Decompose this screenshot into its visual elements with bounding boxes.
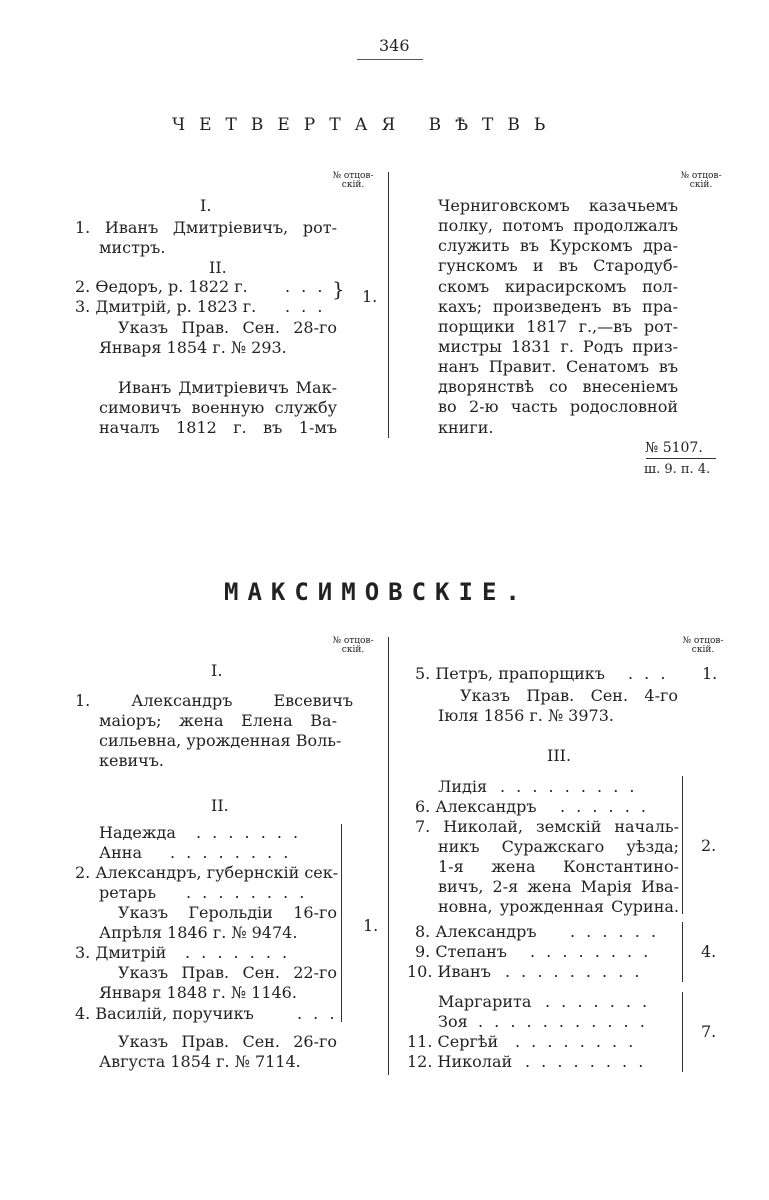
page-number: 346 xyxy=(379,36,410,55)
list-item: Указъ Прав. Сен. 22-го xyxy=(118,963,337,982)
leader-dots: . . . . . . . . xyxy=(186,883,308,902)
bio-line: Черниговскомъ казачьемъ xyxy=(438,196,678,215)
bio-line: дворянствѣ со внесеніемъ xyxy=(438,377,678,396)
col-header-right-2: № отцов- скій. xyxy=(682,636,724,655)
ref-rule xyxy=(646,458,716,459)
list-item: Указъ Герольдіи 16-го xyxy=(118,903,337,922)
col-header-left-2: № отцов- скій. xyxy=(332,636,374,655)
leader-dots: . . . . . . . . xyxy=(170,843,292,862)
bracket-line xyxy=(341,824,342,1022)
list-item: 12. Николай xyxy=(407,1052,513,1071)
entry-line: мистръ. xyxy=(99,238,166,257)
leader-dots: . . . . . . . . . . . xyxy=(478,1012,648,1031)
father-number: 1. xyxy=(362,287,378,306)
list-item: Зоя xyxy=(438,1012,468,1031)
gen-heading: I. xyxy=(211,661,223,680)
bio-line: книги. xyxy=(438,418,494,437)
leader-dots: . . . . . . . . . xyxy=(505,962,643,981)
list-item: Лидія xyxy=(438,777,488,796)
father-number: 1. xyxy=(363,916,379,935)
father-number: 7. xyxy=(701,1022,717,1041)
ukaz-line: Указъ Прав. Сен. 26-го xyxy=(118,1032,337,1051)
list-item: 6. Александръ xyxy=(415,797,537,816)
father-number: 4. xyxy=(701,942,717,961)
record-number: № 5107. xyxy=(645,440,703,456)
leader-dots: . . . . . . . . xyxy=(515,1032,637,1051)
ukaz-line: Января 1854 г. № 293. xyxy=(99,338,287,357)
list-item: 8. Александръ xyxy=(415,922,537,941)
gen-heading: II. xyxy=(209,258,227,277)
bio-line: нанъ Правит. Сенатомъ въ xyxy=(438,357,678,376)
list-item: никъ Суражскаго уѣзда; xyxy=(438,837,679,856)
gen-heading: III. xyxy=(547,746,572,765)
leader-dots: . . . . . . . . . xyxy=(500,777,638,796)
col-header-left-1: № отцов- скій. xyxy=(332,171,374,190)
col-header-right-1: № отцов- скій. xyxy=(680,171,722,190)
list-item: ретарь xyxy=(99,883,157,902)
bio-line: кахъ; произведенъ въ пра- xyxy=(438,297,678,316)
list-item: 4. Василій, поручикъ xyxy=(75,1004,254,1023)
entry-line: 3. Дмитрій, р. 1823 г. xyxy=(75,297,257,316)
leader-dots: . . . . . . . xyxy=(196,823,302,842)
leader-dots: . . . xyxy=(285,277,326,296)
ukaz-line: Іюля 1856 г. № 3973. xyxy=(438,706,614,725)
section2-title: МАКСИМОВСКІЕ. xyxy=(224,578,529,606)
bracket-line xyxy=(682,776,683,914)
entry-line: маіоръ; жена Елена Ва- xyxy=(99,711,337,730)
list-item: Января 1848 г. № 1146. xyxy=(99,983,297,1002)
list-item: Апрѣля 1846 г. № 9474. xyxy=(99,923,298,942)
bio-line: скомъ кирасирскомъ пол- xyxy=(438,277,678,296)
column-divider-1 xyxy=(388,172,389,438)
bio-line: служить въ Курскомъ дра- xyxy=(438,236,678,255)
entry-line: 1. Александръ Евсевичъ xyxy=(75,691,353,710)
entry-line: 5. Петръ, прапорщикъ xyxy=(415,664,605,683)
leader-dots: . . . . . . . xyxy=(545,992,651,1011)
entry-line: 1. Иванъ Дмитріевичъ, рот- xyxy=(75,218,337,237)
entry-line: сильевна, урожденная Воль- xyxy=(99,731,342,750)
bio-line: мистры 1831 г. Родъ приз- xyxy=(438,337,678,356)
bio-line: порщики 1817 г.,—въ рот- xyxy=(438,317,678,336)
leader-dots: . . . . . . . . xyxy=(530,942,652,961)
ukaz-line: Августа 1854 г. № 7114. xyxy=(99,1052,301,1071)
bio-line: гунскомъ и въ Стародуб- xyxy=(438,256,678,275)
entry-line: кевичъ. xyxy=(99,751,164,770)
bio-line: полку, потомъ продолжалъ xyxy=(438,216,678,235)
leader-dots: . . . . . . xyxy=(560,797,649,816)
gen-heading: I. xyxy=(200,196,212,215)
bio-line: симовичъ военную службу xyxy=(99,398,337,417)
ukaz-line: Указъ Прав. Сен. 28-го xyxy=(118,318,337,337)
page-number-rule xyxy=(357,59,423,60)
list-item: 1-я жена Константино- xyxy=(438,857,679,876)
list-item: Маргарита xyxy=(438,992,532,1011)
list-item: 3. Дмитрій xyxy=(75,943,167,962)
list-item: 11. Сергѣй xyxy=(407,1032,499,1051)
list-item: Надежда xyxy=(99,823,176,842)
section1-title: ЧЕТВЕРТАЯ ВѢТВЬ xyxy=(172,115,560,135)
father-number: 2. xyxy=(701,836,717,855)
leader-dots: . . . . . . . xyxy=(185,943,291,962)
brace: } xyxy=(332,277,345,301)
bio-line: началъ 1812 г. въ 1-мъ xyxy=(99,418,337,437)
list-item: 2. Александръ, губернскій сек- xyxy=(75,863,339,882)
ukaz-line: Указъ Прав. Сен. 4-го xyxy=(460,686,678,705)
list-item: новна, урожденная Сурина. xyxy=(438,897,679,916)
column-divider-2 xyxy=(388,637,389,1075)
list-item: Анна xyxy=(99,843,142,862)
father-number: 1. xyxy=(702,664,718,683)
entry-line: 2. Ѳедоръ, р. 1822 г. xyxy=(75,277,248,296)
list-item: 9. Степанъ xyxy=(415,942,507,961)
bracket-line xyxy=(682,922,683,982)
gen-heading: II. xyxy=(211,796,229,815)
list-item: 7. Николай, земскій началь- xyxy=(415,817,679,836)
list-item: 10. Иванъ xyxy=(407,962,491,981)
record-ref: ш. 9. п. 4. xyxy=(644,462,711,477)
bio-line: Иванъ Дмитріевичъ Мак- xyxy=(118,378,337,397)
leader-dots: . . . xyxy=(628,664,669,683)
bio-line: во 2-ю часть родословной xyxy=(438,397,678,416)
leader-dots: . . . xyxy=(285,297,326,316)
list-item: вичъ, 2-я жена Марія Ива- xyxy=(438,877,679,896)
leader-dots: . . . . . . xyxy=(570,922,659,941)
bracket-line xyxy=(682,992,683,1072)
leader-dots: . . . . . . . . xyxy=(525,1052,647,1071)
leader-dots: . . . xyxy=(297,1004,338,1023)
